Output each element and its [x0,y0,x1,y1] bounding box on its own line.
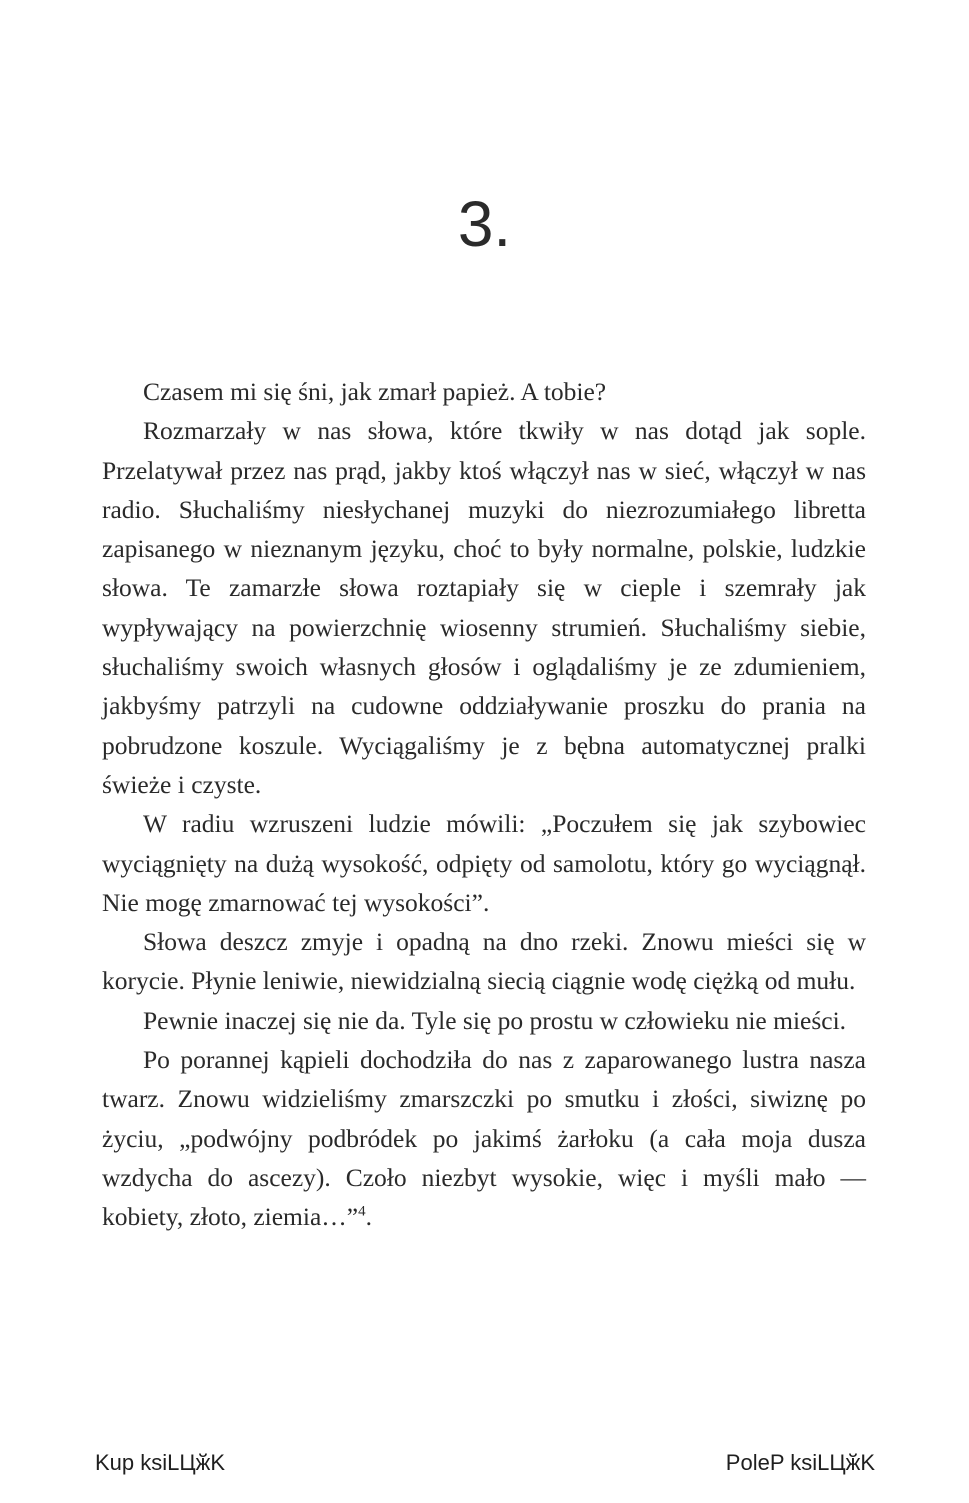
paragraph: Słowa deszcz zmyje i opadną na dno rzeki. Znowu mieści się w korycie. Płynie leniwie, niewidzialną siecią ciągnie wodę ciężką od mułu. [102,927,866,996]
paragraph: Czasem mi się śni, jak zmarł papież. A tobie? [143,377,607,406]
paragraph-last-end: . [365,1202,372,1232]
buy-book-link[interactable]: Kup ksiLЦӂK [95,1450,226,1475]
paragraph: Pewnie inaczej się nie da. Tyle się po prostu w człowieku nie mieści. [143,1005,847,1035]
chapter-number: 3. [457,188,512,260]
paragraph: Rozmarzały w nas słowa, które tkwiły w nas dotąd jak sople. Przelatywał przez nas prąd, jakby ktoś włączył nas w sieć, włączył w nas radio. Słuchaliśmy niesłychanej muzyki do niezrozumiałego libretta zapisanego w nieznanym języku, choć to były normalne, polskie, ludzkie słowa. Te zamarzłe słowa roztapiały się w cieple i szemrały jak wypływający na powierzchnię wiosenny strumień. Słuchaliśmy siebie, słuchaliśmy swoich własnych głosów i oglądaliśmy je ze zdumieniem, jakbyśmy patrzyli na cudowne oddziaływanie proszku do prania na pobrudzone koszule. Wyciągaliśmy je z bębna automatycznej pralki świeże i czyste. [102,416,866,799]
footnote-reference[interactable]: 4 [358,1203,366,1220]
paragraph-last [102,1040,866,1236]
recommend-book-link[interactable]: PoleP ksiLЦӂK [725,1450,875,1475]
paragraph: W radiu wzruszeni ludzie mówili: „Poczułem się jak szybowiec wyciągnięty na dużą wysokość, odpięty od samolotu, który go wyciągnął. Nie mogę zmarnować tej wysokości”. [102,809,866,917]
chapter-text [102,372,866,1237]
paragraph-last-text: Po porannej kąpieli dochodziła do nas z zaparowanego lustra nasza twarz. Znowu widzieliśmy zmarszczki po smutku i złości, siwiznę po życiu, „podwójny podbródek po jakimś żarłoku (a cała moja dusza wzdycha do ascezy). Czoło niezbyt wysokie, więc i myśli mało — kobiety, złoto, ziemia…” [102,1045,866,1232]
